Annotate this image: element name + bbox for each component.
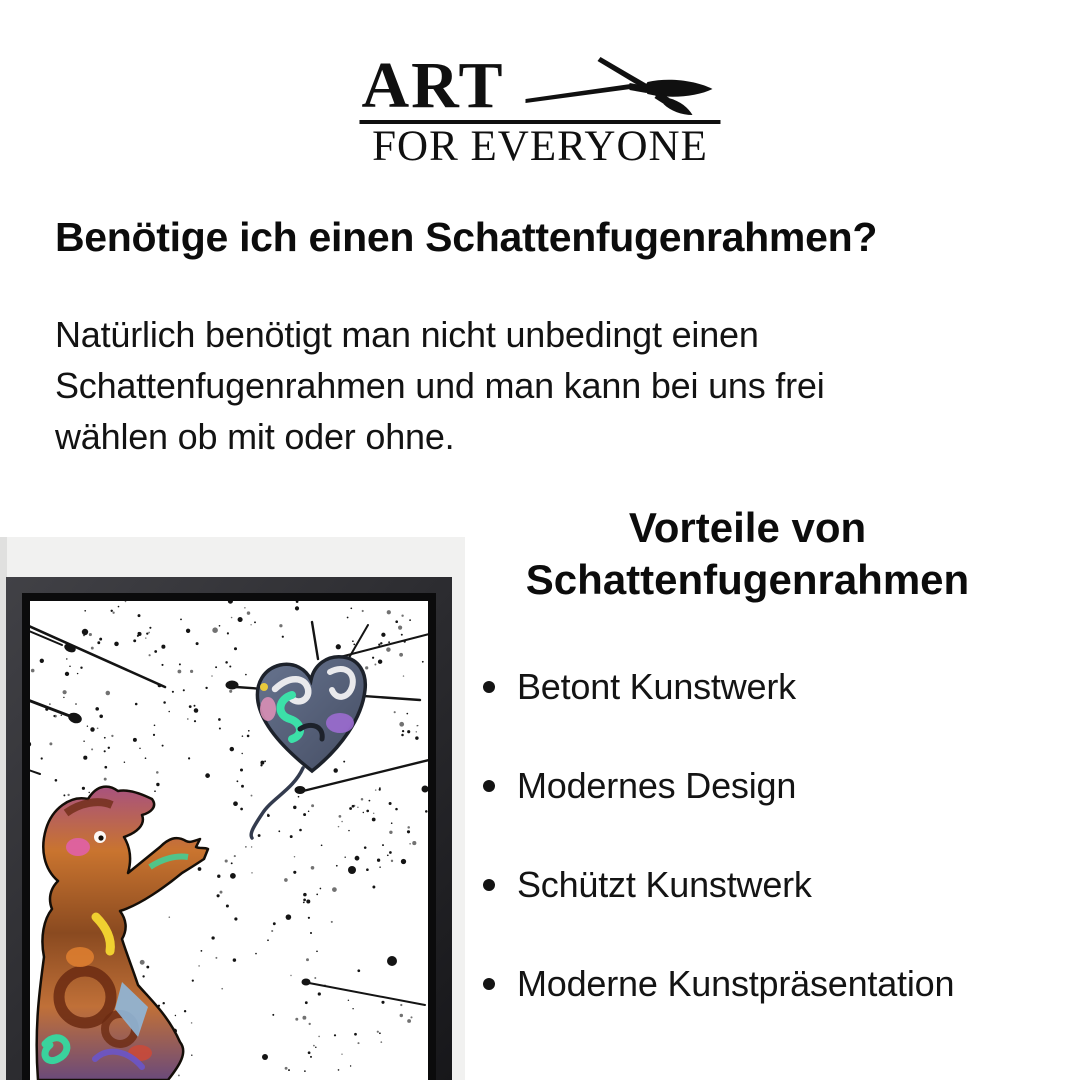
benefit-label: Schützt Kunstwerk xyxy=(517,864,812,905)
list-item xyxy=(455,862,1040,908)
bullet-icon xyxy=(483,978,495,990)
paintbrushes-icon xyxy=(519,56,719,116)
framed-artwork-photo xyxy=(0,537,465,1080)
logo-top-row xyxy=(359,49,720,124)
page-title: Benötige ich einen Schattenfugenrahmen? xyxy=(55,214,878,260)
benefits-title xyxy=(455,502,1040,606)
list-item xyxy=(455,961,1040,1007)
list-item xyxy=(455,763,1040,809)
bullet-icon xyxy=(483,681,495,693)
list-item xyxy=(455,664,1040,710)
intro-paragraph xyxy=(55,309,1005,462)
benefit-label: Moderne Kunstpräsentation xyxy=(517,963,955,1004)
benefits-section xyxy=(455,502,1040,1060)
logo-wordmark-art: ART xyxy=(361,49,505,122)
benefit-label: Betont Kunstwerk xyxy=(517,666,796,707)
bullet-icon xyxy=(483,780,495,792)
benefit-label: Modernes Design xyxy=(517,765,797,806)
intro-line: Natürlich benötigt man nicht unbedingt einen xyxy=(55,314,759,355)
wall-left-edge xyxy=(0,537,7,1080)
brand-logo xyxy=(359,49,720,170)
benefits-list xyxy=(455,664,1040,1007)
logo-wordmark-for-everyone: FOR EVERYONE xyxy=(372,123,708,170)
benefits-title-line: Schattenfugenrahmen xyxy=(525,556,970,603)
bullet-icon xyxy=(483,879,495,891)
benefits-title-line: Vorteile von xyxy=(628,504,867,551)
intro-line: wählen ob mit oder ohne. xyxy=(55,416,455,457)
intro-line: Schattenfugenrahmen und man kann bei uns frei xyxy=(55,365,825,406)
